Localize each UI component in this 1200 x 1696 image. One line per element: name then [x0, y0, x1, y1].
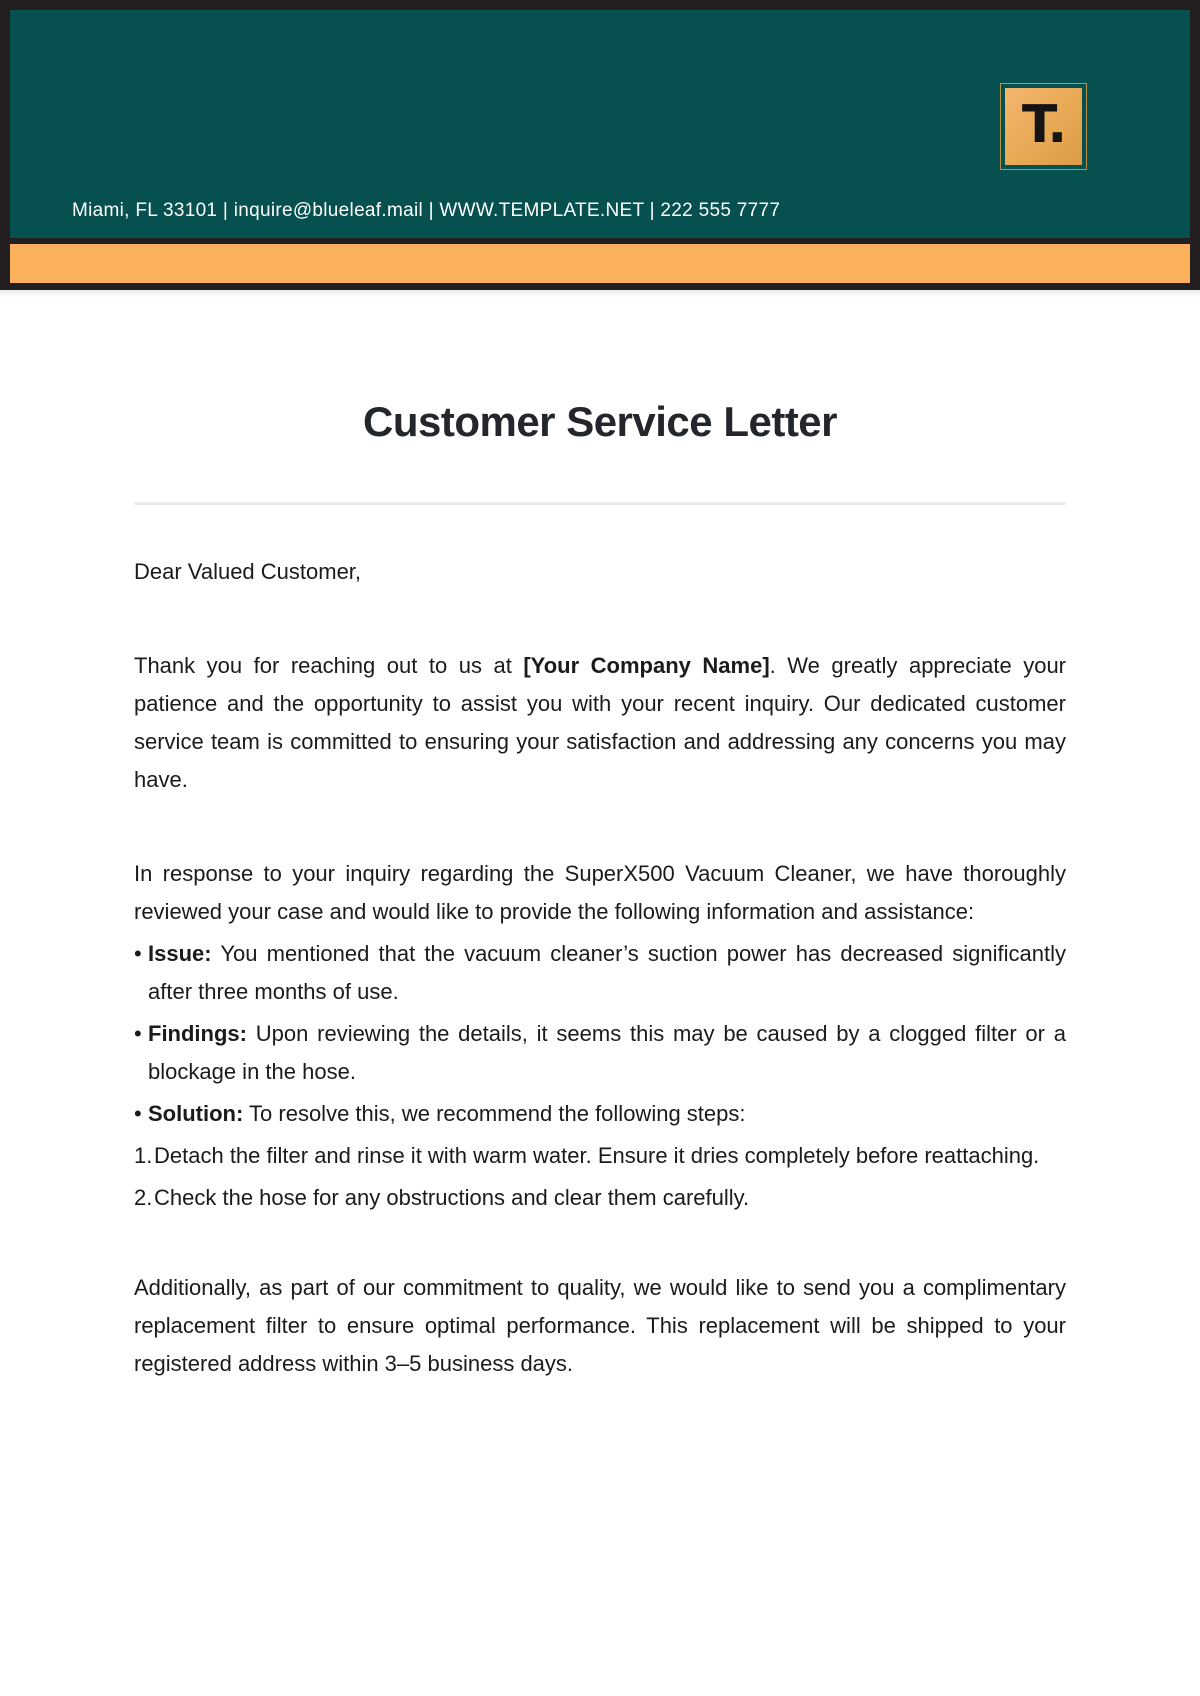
- list-item-findings: [134, 1015, 1066, 1091]
- findings-label: Findings:: [148, 1021, 247, 1046]
- header-banner: [10, 10, 1190, 238]
- contact-line: Miami, FL 33101 | inquire@blueleaf.mail | WWW.TEMPLATE.NET | 222 555 7777: [72, 200, 781, 221]
- paragraph-closing: Additionally, as part of our commitment to quality, we would like to send you a complimentary replacement filter to ensure optimal performance. This replacement will be shipped to your registered address within 3–5 business days.: [134, 1275, 1066, 1376]
- header-frame: [0, 0, 1200, 290]
- greeting: Dear Valued Customer,: [134, 559, 362, 584]
- solution-label: Solution:: [148, 1101, 244, 1126]
- company-name-placeholder: [Your Company Name]: [523, 653, 770, 678]
- divider-line: [134, 502, 1066, 505]
- step-item-1: [134, 1137, 1066, 1175]
- solution-steps-list: [134, 1137, 1066, 1217]
- logo-letter: T.: [1021, 94, 1066, 155]
- findings-text: Upon reviewing the details, it seems this may be caused by a clogged filter or a blockage in the hose.: [148, 1021, 1066, 1084]
- bullet-icon: •: [134, 1021, 142, 1046]
- issue-text: You mentioned that the vacuum cleaner’s suction power has decreased significantly after three months of use.: [148, 941, 1066, 1004]
- step-number: 1.: [134, 1143, 153, 1168]
- issue-label: Issue:: [148, 941, 212, 966]
- company-logo: [1000, 83, 1087, 170]
- paragraph-inquiry: In response to your inquiry regarding the SuperX500 Vacuum Cleaner, we have thoroughly reviewed your case and would like to provide the following information and assistance:: [134, 861, 1066, 924]
- list-item-solution: [134, 1095, 1066, 1217]
- paragraph-thank-you: [134, 647, 1066, 799]
- letter-title: Customer Service Letter: [362, 398, 838, 445]
- step-text: Check the hose for any obstructions and clear them carefully.: [154, 1185, 750, 1210]
- step-item-2: [134, 1179, 1066, 1217]
- step-number: 2.: [134, 1185, 153, 1210]
- step-text: Detach the filter and rinse it with warm water. Ensure it dries completely before reattaching.: [154, 1143, 1040, 1168]
- case-details-list: [134, 935, 1066, 1217]
- logo-square: [1005, 88, 1082, 165]
- letter-body: [134, 397, 1066, 1383]
- list-item-issue: [134, 935, 1066, 1011]
- paragraph-thank-you-end: . We greatly appreciate your patience and the opportunity to assist you with your recent inquiry. Our dedicated customer service team is committed to ensuring your satisfaction and addressing any concerns you may have.: [134, 653, 1067, 792]
- header-shadow: [0, 290, 1200, 297]
- solution-text: To resolve this, we recommend the following steps:: [249, 1101, 746, 1126]
- paragraph-thank-you-start: Thank you for reaching out to us at: [134, 653, 524, 678]
- bullet-icon: •: [134, 1101, 142, 1126]
- bullet-icon: •: [134, 941, 142, 966]
- accent-bar: [10, 244, 1190, 283]
